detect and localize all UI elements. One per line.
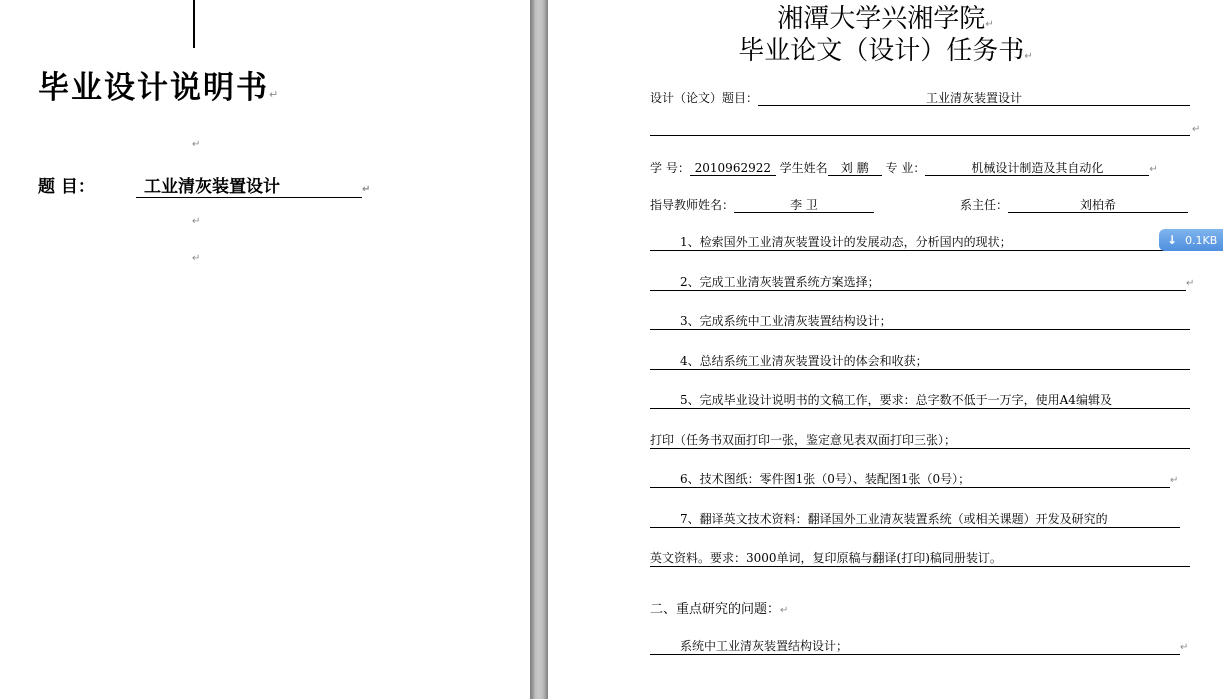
- paragraph-mark-icon: ↵: [1180, 642, 1189, 653]
- dept-head-value: 刘柏希: [1008, 198, 1188, 213]
- dept-head-row: [960, 196, 1188, 213]
- paragraph-mark-icon: ↵: [269, 88, 281, 101]
- paragraph-mark-icon: ↵: [985, 19, 994, 30]
- subject-label: 题 目：: [38, 177, 95, 197]
- paragraph-mark-icon: ↵: [1024, 51, 1033, 62]
- advisor-value: 李 卫: [734, 198, 874, 213]
- student-row: [650, 159, 1158, 176]
- student-no-label: 学 号：: [650, 161, 690, 175]
- task-item: 5、完成毕业设计说明书的文稿工作，要求：总字数不低于一万字，使用A4编辑及: [650, 392, 1190, 409]
- margin-marker-line: [193, 0, 195, 48]
- school-name: 湘潭大学兴湘学院↵: [777, 4, 994, 34]
- focus-item: 系统中工业清灰装置结构设计； ↵: [650, 638, 1188, 655]
- task-item: 7、翻译英文技术资料：翻译国外工业清灰装置系统（或相关课题）开发及研究的: [650, 511, 1180, 528]
- task-item: 2、完成工业清灰装置系统方案选择； ↵: [650, 274, 1194, 291]
- topic-second-line: [650, 135, 1190, 136]
- paragraph-mark-icon: ↵: [192, 139, 201, 150]
- paragraph-mark-icon: ↵: [1192, 124, 1201, 135]
- student-name-label: 学生姓名: [779, 161, 828, 175]
- task-item-continuation: 英文资料。要求：3000单词，复印原稿与翻译(打印)稿同册装订。: [650, 550, 1190, 567]
- advisor-label: 指导教师姓名：: [650, 198, 735, 212]
- left-title-text: 毕业设计说明书: [38, 70, 269, 106]
- document-title: 毕业论文（设计）任务书↵: [738, 36, 1033, 66]
- major-label: 专 业：: [885, 161, 926, 175]
- left-title: [38, 62, 280, 107]
- dept-head-label: 系主任：: [960, 198, 1009, 212]
- paragraph-mark-icon: ↵: [780, 605, 789, 616]
- download-size: 0.1KB: [1185, 233, 1218, 247]
- paragraph-mark-icon: ↵: [1170, 475, 1179, 486]
- right-page: [548, 0, 1223, 699]
- left-page: [0, 0, 530, 699]
- download-badge[interactable]: [1159, 229, 1223, 251]
- page-gutter: [530, 0, 548, 699]
- left-subject-line: [38, 172, 370, 198]
- task-item: 4、总结系统工业清灰装置设计的体会和收获；: [650, 353, 1190, 370]
- paragraph-mark-icon: ↵: [192, 253, 201, 264]
- topic-label: 设计（论文）题目：: [650, 91, 759, 105]
- focus-heading: 二、重点研究的问题：↵: [650, 602, 789, 617]
- student-name-value: 刘 鹏: [828, 161, 882, 176]
- task-item: 3、完成系统中工业清灰装置结构设计；: [650, 313, 1190, 330]
- down-arrow-icon: ↓: [1167, 233, 1178, 247]
- advisor-row: [650, 196, 874, 213]
- topic-row: [650, 89, 1190, 106]
- task-item-continuation: 打印（任务书双面打印一张，鉴定意见表双面打印三张）；: [650, 432, 1190, 449]
- paragraph-mark-icon: ↵: [1186, 278, 1195, 289]
- paragraph-mark-icon: ↵: [192, 216, 201, 227]
- task-item: 1、检索国外工业清灰装置设计的发展动态，分析国内的现状；: [650, 234, 1190, 251]
- subject-value: 工业清灰装置设计: [136, 172, 362, 198]
- topic-value: 工业清灰装置设计: [758, 91, 1190, 106]
- paragraph-mark-icon: ↵: [362, 184, 371, 195]
- task-item: 6、技术图纸：零件图1张（0号）、装配图1张（0号）； ↵: [650, 471, 1178, 488]
- paragraph-mark-icon: ↵: [1149, 164, 1158, 175]
- student-no-value: 2010962922: [690, 161, 776, 176]
- major-value: 机械设计制造及其自动化: [925, 161, 1149, 176]
